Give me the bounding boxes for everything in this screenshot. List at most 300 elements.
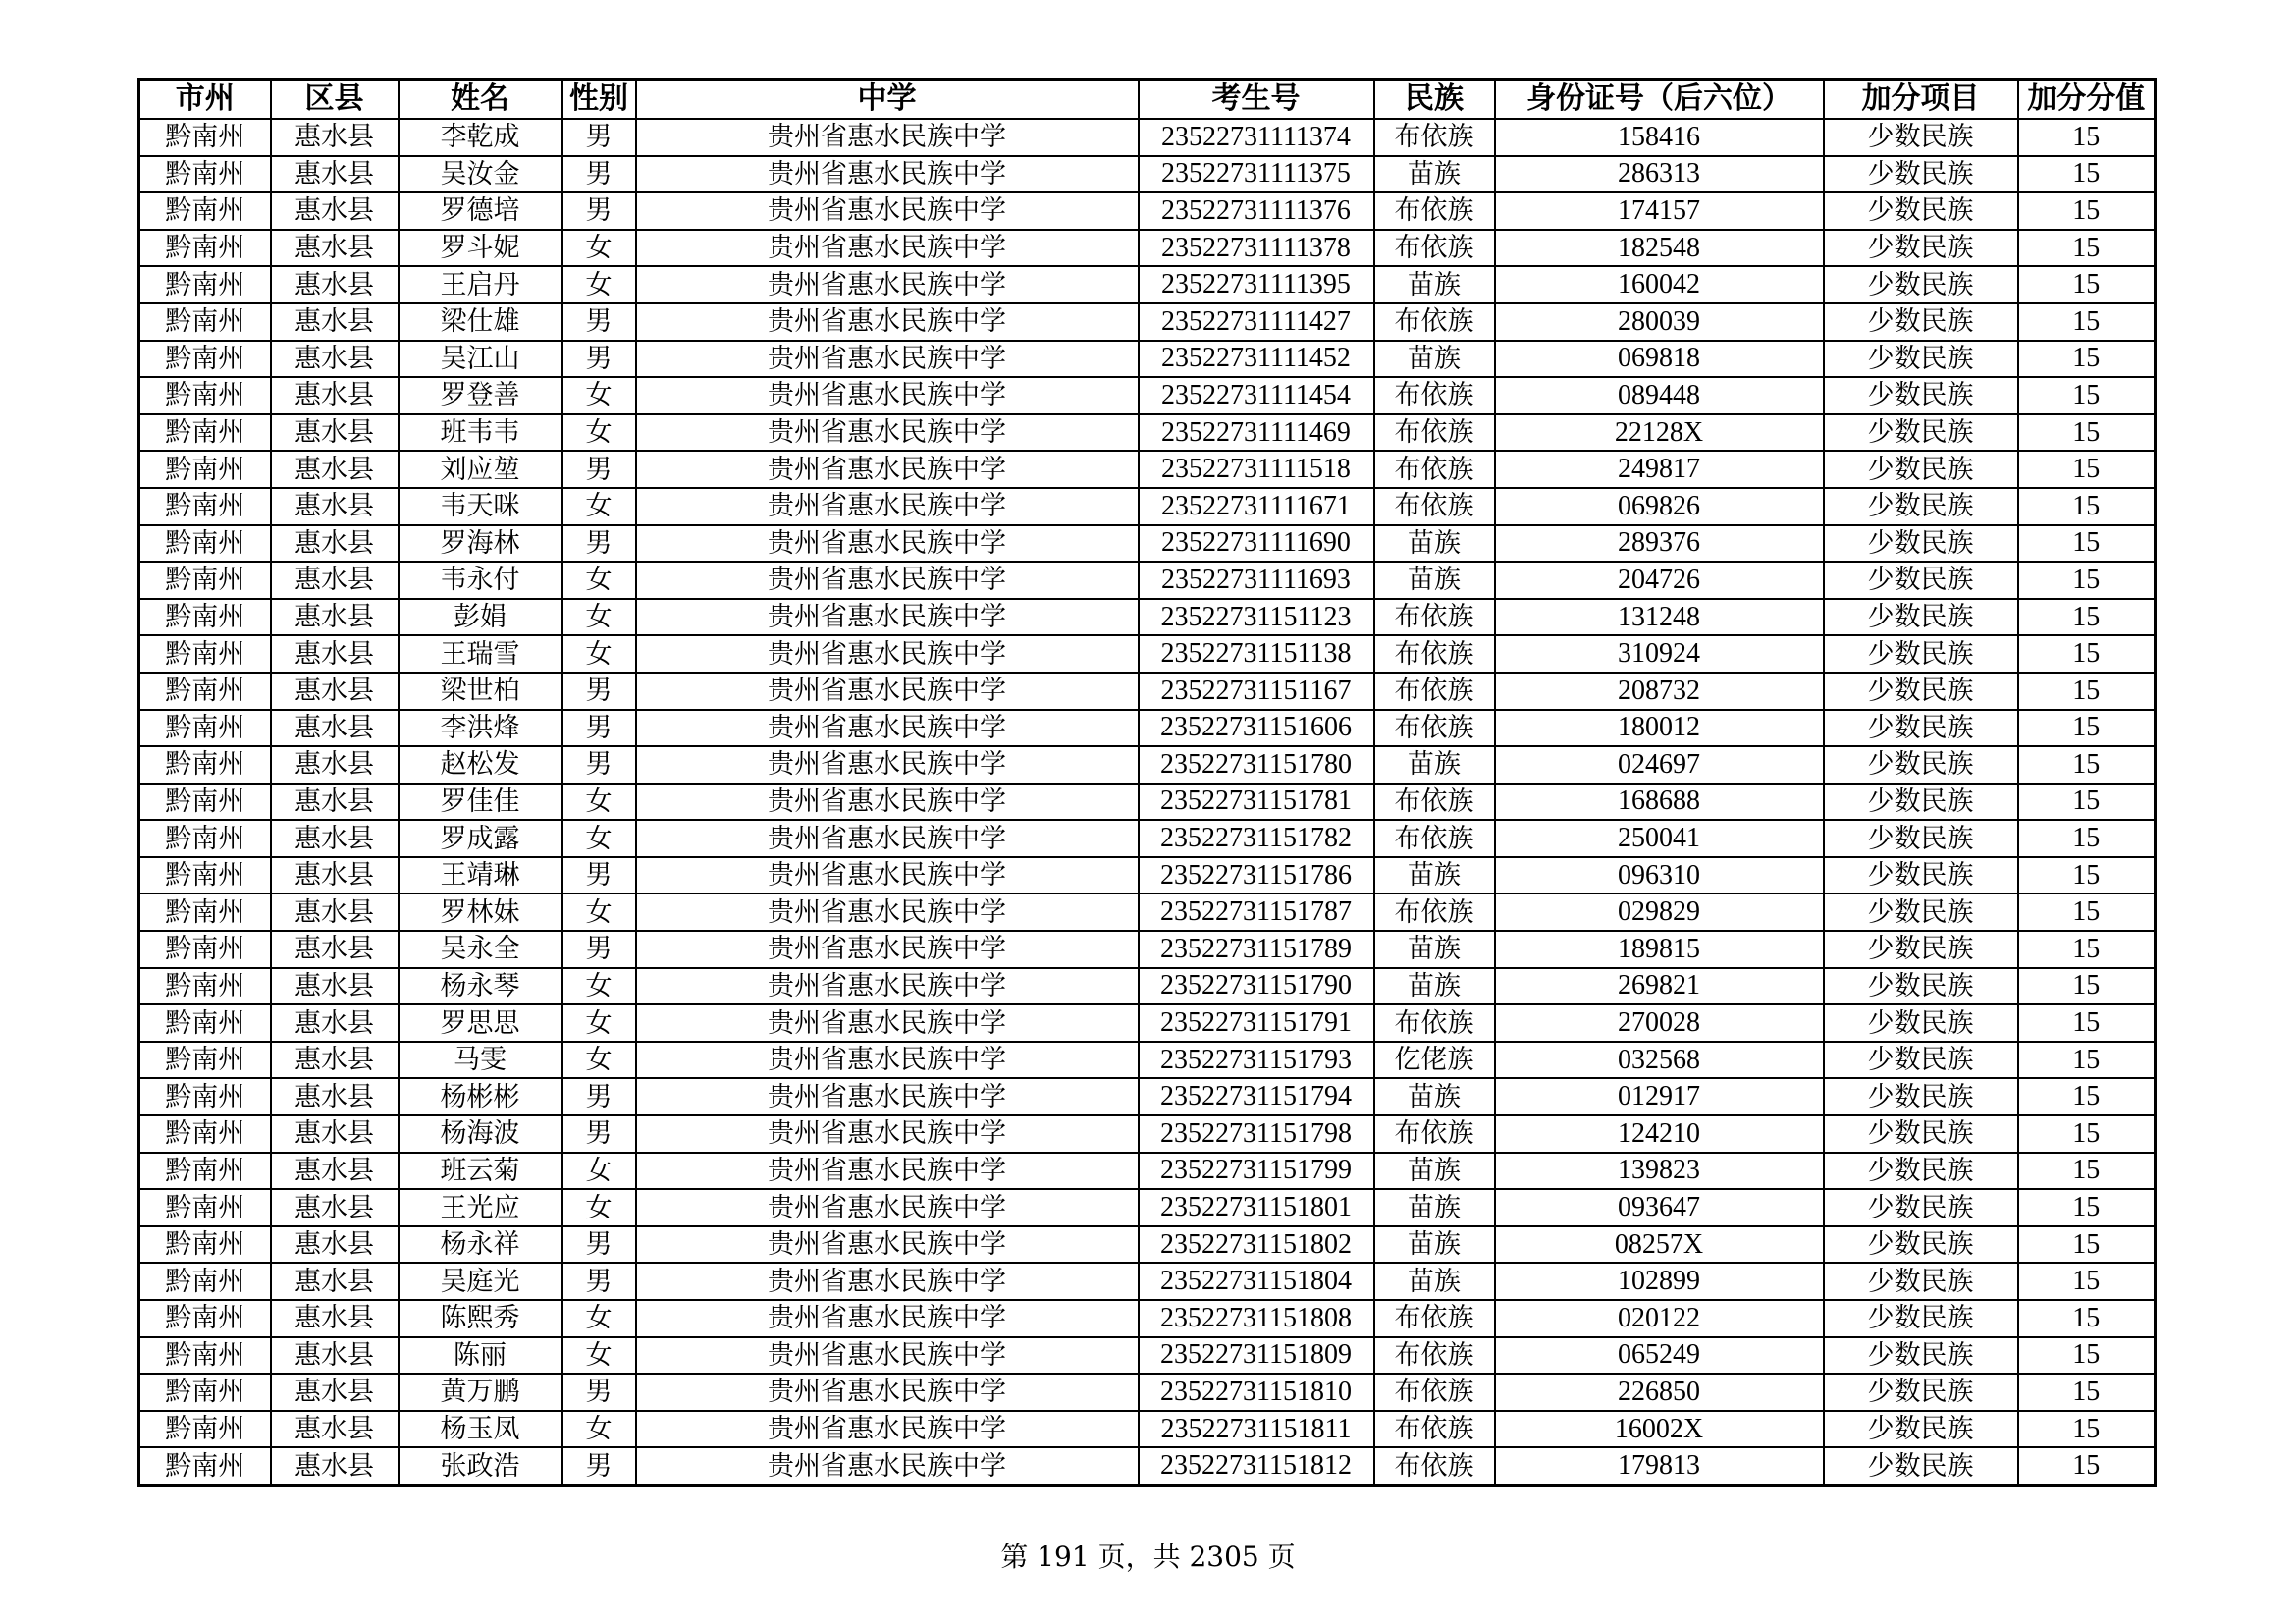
cell-county: 惠水县	[271, 1078, 399, 1115]
cell-school: 贵州省惠水民族中学	[636, 488, 1139, 525]
cell-county: 惠水县	[271, 1337, 399, 1375]
cell-ethnicity: 布依族	[1374, 1447, 1495, 1485]
cell-bonus-value: 15	[2018, 1226, 2156, 1264]
cell-bonus-item: 少数民族	[1824, 1042, 2018, 1079]
cell-name: 班云菊	[399, 1153, 562, 1190]
cell-id-last-six: 22128X	[1495, 414, 1824, 452]
table-row	[139, 1411, 2156, 1448]
cell-gender: 女	[562, 1004, 636, 1042]
cell-bonus-item: 少数民族	[1824, 192, 2018, 230]
cell-exam-number: 23522731111690	[1139, 525, 1374, 563]
cell-gender: 男	[562, 525, 636, 563]
table-row	[139, 1153, 2156, 1190]
table-row	[139, 414, 2156, 452]
cell-id-last-six: 093647	[1495, 1189, 1824, 1226]
cell-school: 贵州省惠水民族中学	[636, 341, 1139, 378]
table-row	[139, 156, 2156, 193]
cell-city: 黔南州	[139, 1226, 271, 1264]
cell-county: 惠水县	[271, 1042, 399, 1079]
cell-bonus-value: 15	[2018, 1004, 2156, 1042]
cell-county: 惠水县	[271, 635, 399, 673]
cell-bonus-item: 少数民族	[1824, 635, 2018, 673]
cell-gender: 男	[562, 673, 636, 710]
cell-ethnicity: 苗族	[1374, 562, 1495, 599]
cell-gender: 男	[562, 119, 636, 156]
cell-county: 惠水县	[271, 156, 399, 193]
cell-name: 杨海波	[399, 1115, 562, 1153]
cell-name: 彭娟	[399, 599, 562, 636]
cell-county: 惠水县	[271, 1004, 399, 1042]
cell-county: 惠水县	[271, 968, 399, 1005]
cell-id-last-six: 032568	[1495, 1042, 1824, 1079]
cell-bonus-value: 15	[2018, 192, 2156, 230]
cell-ethnicity: 苗族	[1374, 1263, 1495, 1300]
table-row	[139, 488, 2156, 525]
cell-bonus-value: 15	[2018, 820, 2156, 857]
cell-id-last-six: 179813	[1495, 1447, 1824, 1485]
cell-bonus-value: 15	[2018, 525, 2156, 563]
cell-bonus-value: 15	[2018, 931, 2156, 968]
cell-ethnicity: 布依族	[1374, 192, 1495, 230]
cell-name: 王光应	[399, 1189, 562, 1226]
cell-name: 梁世柏	[399, 673, 562, 710]
cell-gender: 女	[562, 377, 636, 414]
cell-id-last-six: 174157	[1495, 192, 1824, 230]
cell-city: 黔南州	[139, 303, 271, 341]
cell-exam-number: 23522731151794	[1139, 1078, 1374, 1115]
cell-school: 贵州省惠水民族中学	[636, 820, 1139, 857]
cell-ethnicity: 布依族	[1374, 893, 1495, 931]
cell-id-last-six: 310924	[1495, 635, 1824, 673]
cell-gender: 男	[562, 1374, 636, 1411]
cell-county: 惠水县	[271, 414, 399, 452]
cell-ethnicity: 布依族	[1374, 230, 1495, 267]
cell-county: 惠水县	[271, 1447, 399, 1485]
table-row	[139, 599, 2156, 636]
cell-gender: 男	[562, 746, 636, 784]
cell-bonus-item: 少数民族	[1824, 525, 2018, 563]
cell-name: 杨玉凤	[399, 1411, 562, 1448]
cell-county: 惠水县	[271, 377, 399, 414]
cell-name: 陈丽	[399, 1337, 562, 1375]
header-school: 中学	[636, 80, 1139, 120]
cell-gender: 女	[562, 488, 636, 525]
cell-bonus-value: 15	[2018, 1042, 2156, 1079]
cell-school: 贵州省惠水民族中学	[636, 1300, 1139, 1337]
cell-school: 贵州省惠水民族中学	[636, 673, 1139, 710]
cell-city: 黔南州	[139, 599, 271, 636]
cell-name: 王启丹	[399, 266, 562, 303]
cell-city: 黔南州	[139, 1374, 271, 1411]
cell-bonus-item: 少数民族	[1824, 488, 2018, 525]
cell-county: 惠水县	[271, 119, 399, 156]
cell-city: 黔南州	[139, 968, 271, 1005]
table-row	[139, 1004, 2156, 1042]
cell-school: 贵州省惠水民族中学	[636, 931, 1139, 968]
cell-ethnicity: 布依族	[1374, 1337, 1495, 1375]
cell-name: 罗斗妮	[399, 230, 562, 267]
table-header	[139, 80, 2156, 120]
cell-exam-number: 23522731151810	[1139, 1374, 1374, 1411]
cell-ethnicity: 布依族	[1374, 1374, 1495, 1411]
cell-name: 罗登善	[399, 377, 562, 414]
table-row	[139, 377, 2156, 414]
table-row	[139, 341, 2156, 378]
cell-ethnicity: 苗族	[1374, 746, 1495, 784]
cell-ethnicity: 布依族	[1374, 488, 1495, 525]
cell-name: 罗佳佳	[399, 784, 562, 821]
cell-gender: 男	[562, 710, 636, 747]
cell-bonus-item: 少数民族	[1824, 1078, 2018, 1115]
cell-id-last-six: 250041	[1495, 820, 1824, 857]
cell-id-last-six: 024697	[1495, 746, 1824, 784]
cell-bonus-item: 少数民族	[1824, 1411, 2018, 1448]
cell-city: 黔南州	[139, 820, 271, 857]
table-row	[139, 968, 2156, 1005]
cell-ethnicity: 布依族	[1374, 599, 1495, 636]
cell-gender: 男	[562, 931, 636, 968]
cell-gender: 女	[562, 562, 636, 599]
cell-school: 贵州省惠水民族中学	[636, 893, 1139, 931]
cell-exam-number: 23522731151808	[1139, 1300, 1374, 1337]
cell-bonus-value: 15	[2018, 1078, 2156, 1115]
cell-gender: 女	[562, 1411, 636, 1448]
cell-ethnicity: 布依族	[1374, 377, 1495, 414]
table-row	[139, 1078, 2156, 1115]
cell-ethnicity: 苗族	[1374, 1078, 1495, 1115]
cell-exam-number: 23522731111693	[1139, 562, 1374, 599]
cell-id-last-six: 289376	[1495, 525, 1824, 563]
cell-city: 黔南州	[139, 192, 271, 230]
cell-exam-number: 23522731111395	[1139, 266, 1374, 303]
cell-city: 黔南州	[139, 1263, 271, 1300]
cell-id-last-six: 012917	[1495, 1078, 1824, 1115]
cell-ethnicity: 仡佬族	[1374, 1042, 1495, 1079]
cell-ethnicity: 布依族	[1374, 635, 1495, 673]
cell-exam-number: 23522731151789	[1139, 931, 1374, 968]
cell-id-last-six: 249817	[1495, 451, 1824, 488]
cell-gender: 女	[562, 1189, 636, 1226]
cell-exam-number: 23522731151781	[1139, 784, 1374, 821]
cell-bonus-value: 15	[2018, 635, 2156, 673]
cell-city: 黔南州	[139, 1004, 271, 1042]
cell-school: 贵州省惠水民族中学	[636, 192, 1139, 230]
cell-name: 梁仕雄	[399, 303, 562, 341]
header-name: 姓名	[399, 80, 562, 120]
cell-bonus-item: 少数民族	[1824, 1337, 2018, 1375]
cell-city: 黔南州	[139, 1042, 271, 1079]
cell-city: 黔南州	[139, 1447, 271, 1485]
cell-gender: 女	[562, 266, 636, 303]
cell-county: 惠水县	[271, 1374, 399, 1411]
cell-gender: 女	[562, 968, 636, 1005]
cell-city: 黔南州	[139, 156, 271, 193]
cell-exam-number: 23522731151809	[1139, 1337, 1374, 1375]
cell-bonus-item: 少数民族	[1824, 1300, 2018, 1337]
cell-exam-number: 23522731151811	[1139, 1411, 1374, 1448]
cell-ethnicity: 苗族	[1374, 341, 1495, 378]
cell-bonus-value: 15	[2018, 119, 2156, 156]
cell-bonus-item: 少数民族	[1824, 1115, 2018, 1153]
cell-school: 贵州省惠水民族中学	[636, 1337, 1139, 1375]
cell-bonus-value: 15	[2018, 710, 2156, 747]
cell-exam-number: 23522731151804	[1139, 1263, 1374, 1300]
cell-gender: 女	[562, 1042, 636, 1079]
cell-school: 贵州省惠水民族中学	[636, 1042, 1139, 1079]
cell-school: 贵州省惠水民族中学	[636, 1263, 1139, 1300]
cell-bonus-item: 少数民族	[1824, 931, 2018, 968]
cell-county: 惠水县	[271, 1300, 399, 1337]
cell-name: 罗德培	[399, 192, 562, 230]
cell-id-last-six: 208732	[1495, 673, 1824, 710]
cell-gender: 男	[562, 1447, 636, 1485]
cell-bonus-value: 15	[2018, 1153, 2156, 1190]
cell-bonus-value: 15	[2018, 1374, 2156, 1411]
cell-county: 惠水县	[271, 266, 399, 303]
table-row	[139, 746, 2156, 784]
cell-county: 惠水县	[271, 1263, 399, 1300]
cell-city: 黔南州	[139, 414, 271, 452]
cell-id-last-six: 168688	[1495, 784, 1824, 821]
cell-gender: 女	[562, 635, 636, 673]
cell-bonus-value: 15	[2018, 230, 2156, 267]
cell-school: 贵州省惠水民族中学	[636, 1153, 1139, 1190]
cell-bonus-value: 15	[2018, 303, 2156, 341]
cell-exam-number: 23522731111452	[1139, 341, 1374, 378]
cell-ethnicity: 苗族	[1374, 156, 1495, 193]
cell-ethnicity: 布依族	[1374, 784, 1495, 821]
cell-ethnicity: 布依族	[1374, 1411, 1495, 1448]
cell-exam-number: 23522731151798	[1139, 1115, 1374, 1153]
cell-bonus-item: 少数民族	[1824, 1189, 2018, 1226]
cell-bonus-item: 少数民族	[1824, 451, 2018, 488]
cell-exam-number: 23522731151606	[1139, 710, 1374, 747]
cell-exam-number: 23522731111375	[1139, 156, 1374, 193]
cell-city: 黔南州	[139, 673, 271, 710]
cell-school: 贵州省惠水民族中学	[636, 377, 1139, 414]
cell-bonus-item: 少数民族	[1824, 673, 2018, 710]
cell-exam-number: 23522731151123	[1139, 599, 1374, 636]
cell-gender: 男	[562, 857, 636, 894]
cell-bonus-value: 15	[2018, 341, 2156, 378]
cell-city: 黔南州	[139, 1115, 271, 1153]
cell-city: 黔南州	[139, 119, 271, 156]
cell-exam-number: 23522731111469	[1139, 414, 1374, 452]
cell-bonus-value: 15	[2018, 266, 2156, 303]
cell-ethnicity: 苗族	[1374, 525, 1495, 563]
cell-name: 王瑞雪	[399, 635, 562, 673]
cell-ethnicity: 苗族	[1374, 1226, 1495, 1264]
cell-bonus-value: 15	[2018, 1263, 2156, 1300]
table-row	[139, 857, 2156, 894]
table-row	[139, 893, 2156, 931]
cell-county: 惠水县	[271, 488, 399, 525]
cell-id-last-six: 226850	[1495, 1374, 1824, 1411]
cell-gender: 女	[562, 599, 636, 636]
cell-name: 罗成露	[399, 820, 562, 857]
cell-id-last-six: 180012	[1495, 710, 1824, 747]
cell-id-last-six: 065249	[1495, 1337, 1824, 1375]
cell-county: 惠水县	[271, 562, 399, 599]
cell-bonus-item: 少数民族	[1824, 746, 2018, 784]
cell-school: 贵州省惠水民族中学	[636, 1189, 1139, 1226]
cell-gender: 男	[562, 1263, 636, 1300]
cell-county: 惠水县	[271, 451, 399, 488]
cell-ethnicity: 布依族	[1374, 451, 1495, 488]
cell-bonus-item: 少数民族	[1824, 599, 2018, 636]
cell-bonus-value: 15	[2018, 1447, 2156, 1485]
cell-id-last-six: 16002X	[1495, 1411, 1824, 1448]
table-row	[139, 119, 2156, 156]
cell-id-last-six: 182548	[1495, 230, 1824, 267]
cell-city: 黔南州	[139, 488, 271, 525]
cell-gender: 男	[562, 451, 636, 488]
cell-county: 惠水县	[271, 893, 399, 931]
cell-bonus-value: 15	[2018, 1411, 2156, 1448]
cell-id-last-six: 069826	[1495, 488, 1824, 525]
cell-city: 黔南州	[139, 341, 271, 378]
cell-school: 贵州省惠水民族中学	[636, 156, 1139, 193]
header-city: 市州	[139, 80, 271, 120]
cell-county: 惠水县	[271, 1189, 399, 1226]
header-county: 区县	[271, 80, 399, 120]
cell-id-last-six: 139823	[1495, 1153, 1824, 1190]
cell-ethnicity: 布依族	[1374, 119, 1495, 156]
cell-county: 惠水县	[271, 746, 399, 784]
cell-school: 贵州省惠水民族中学	[636, 784, 1139, 821]
cell-county: 惠水县	[271, 1411, 399, 1448]
cell-id-last-six: 280039	[1495, 303, 1824, 341]
cell-school: 贵州省惠水民族中学	[636, 119, 1139, 156]
cell-ethnicity: 布依族	[1374, 710, 1495, 747]
cell-name: 韦天咪	[399, 488, 562, 525]
table-row	[139, 1374, 2156, 1411]
cell-exam-number: 23522731151812	[1139, 1447, 1374, 1485]
cell-name: 吴汝金	[399, 156, 562, 193]
cell-school: 贵州省惠水民族中学	[636, 635, 1139, 673]
cell-bonus-value: 15	[2018, 968, 2156, 1005]
cell-bonus-item: 少数民族	[1824, 1447, 2018, 1485]
cell-county: 惠水县	[271, 341, 399, 378]
cell-city: 黔南州	[139, 266, 271, 303]
cell-bonus-item: 少数民族	[1824, 562, 2018, 599]
cell-exam-number: 23522731151782	[1139, 820, 1374, 857]
cell-name: 吴永全	[399, 931, 562, 968]
cell-school: 贵州省惠水民族中学	[636, 451, 1139, 488]
cell-id-last-six: 204726	[1495, 562, 1824, 599]
cell-bonus-value: 15	[2018, 488, 2156, 525]
cell-gender: 男	[562, 156, 636, 193]
cell-ethnicity: 苗族	[1374, 266, 1495, 303]
cell-bonus-value: 15	[2018, 562, 2156, 599]
cell-bonus-item: 少数民族	[1824, 710, 2018, 747]
table-row	[139, 820, 2156, 857]
cell-county: 惠水县	[271, 931, 399, 968]
cell-bonus-item: 少数民族	[1824, 414, 2018, 452]
table-row	[139, 303, 2156, 341]
cell-exam-number: 23522731151790	[1139, 968, 1374, 1005]
cell-county: 惠水县	[271, 1226, 399, 1264]
cell-bonus-value: 15	[2018, 1189, 2156, 1226]
cell-ethnicity: 苗族	[1374, 968, 1495, 1005]
cell-bonus-value: 15	[2018, 414, 2156, 452]
cell-id-last-six: 189815	[1495, 931, 1824, 968]
cell-ethnicity: 苗族	[1374, 1153, 1495, 1190]
cell-exam-number: 23522731151780	[1139, 746, 1374, 784]
cell-id-last-six: 096310	[1495, 857, 1824, 894]
cell-gender: 男	[562, 1226, 636, 1264]
cell-bonus-item: 少数民族	[1824, 857, 2018, 894]
cell-city: 黔南州	[139, 710, 271, 747]
table-row	[139, 931, 2156, 968]
cell-bonus-item: 少数民族	[1824, 266, 2018, 303]
cell-name: 罗林妹	[399, 893, 562, 931]
cell-city: 黔南州	[139, 857, 271, 894]
cell-school: 贵州省惠水民族中学	[636, 414, 1139, 452]
cell-city: 黔南州	[139, 377, 271, 414]
cell-exam-number: 23522731151138	[1139, 635, 1374, 673]
table-row	[139, 710, 2156, 747]
header-bonus-value: 加分分值	[2018, 80, 2156, 120]
cell-school: 贵州省惠水民族中学	[636, 1004, 1139, 1042]
cell-gender: 男	[562, 192, 636, 230]
cell-bonus-value: 15	[2018, 1337, 2156, 1375]
cell-bonus-item: 少数民族	[1824, 119, 2018, 156]
cell-bonus-value: 15	[2018, 857, 2156, 894]
cell-city: 黔南州	[139, 1411, 271, 1448]
cell-ethnicity: 布依族	[1374, 1300, 1495, 1337]
cell-school: 贵州省惠水民族中学	[636, 266, 1139, 303]
cell-gender: 女	[562, 1337, 636, 1375]
cell-name: 吴江山	[399, 341, 562, 378]
cell-bonus-item: 少数民族	[1824, 893, 2018, 931]
cell-city: 黔南州	[139, 1078, 271, 1115]
cell-city: 黔南州	[139, 451, 271, 488]
cell-name: 张政浩	[399, 1447, 562, 1485]
table-body	[139, 119, 2156, 1485]
cell-ethnicity: 布依族	[1374, 303, 1495, 341]
bonus-points-table	[137, 78, 2157, 1487]
cell-exam-number: 23522731151167	[1139, 673, 1374, 710]
cell-name: 刘应堃	[399, 451, 562, 488]
page-number-footer: 第 191 页，共 2305 页	[1000, 1541, 1296, 1573]
cell-county: 惠水县	[271, 303, 399, 341]
cell-bonus-value: 15	[2018, 893, 2156, 931]
cell-school: 贵州省惠水民族中学	[636, 1078, 1139, 1115]
cell-county: 惠水县	[271, 525, 399, 563]
table-row	[139, 230, 2156, 267]
cell-exam-number: 23522731111454	[1139, 377, 1374, 414]
cell-bonus-item: 少数民族	[1824, 1153, 2018, 1190]
cell-bonus-item: 少数民族	[1824, 820, 2018, 857]
cell-name: 韦永付	[399, 562, 562, 599]
table-row	[139, 1226, 2156, 1264]
cell-id-last-six: 131248	[1495, 599, 1824, 636]
cell-city: 黔南州	[139, 784, 271, 821]
cell-exam-number: 23522731151793	[1139, 1042, 1374, 1079]
cell-county: 惠水县	[271, 1115, 399, 1153]
cell-county: 惠水县	[271, 673, 399, 710]
cell-id-last-six: 029829	[1495, 893, 1824, 931]
header-id-last-six: 身份证号（后六位）	[1495, 80, 1824, 120]
cell-city: 黔南州	[139, 1153, 271, 1190]
cell-gender: 男	[562, 1115, 636, 1153]
cell-ethnicity: 苗族	[1374, 931, 1495, 968]
table-row	[139, 1263, 2156, 1300]
cell-bonus-item: 少数民族	[1824, 341, 2018, 378]
cell-city: 黔南州	[139, 1337, 271, 1375]
cell-county: 惠水县	[271, 599, 399, 636]
